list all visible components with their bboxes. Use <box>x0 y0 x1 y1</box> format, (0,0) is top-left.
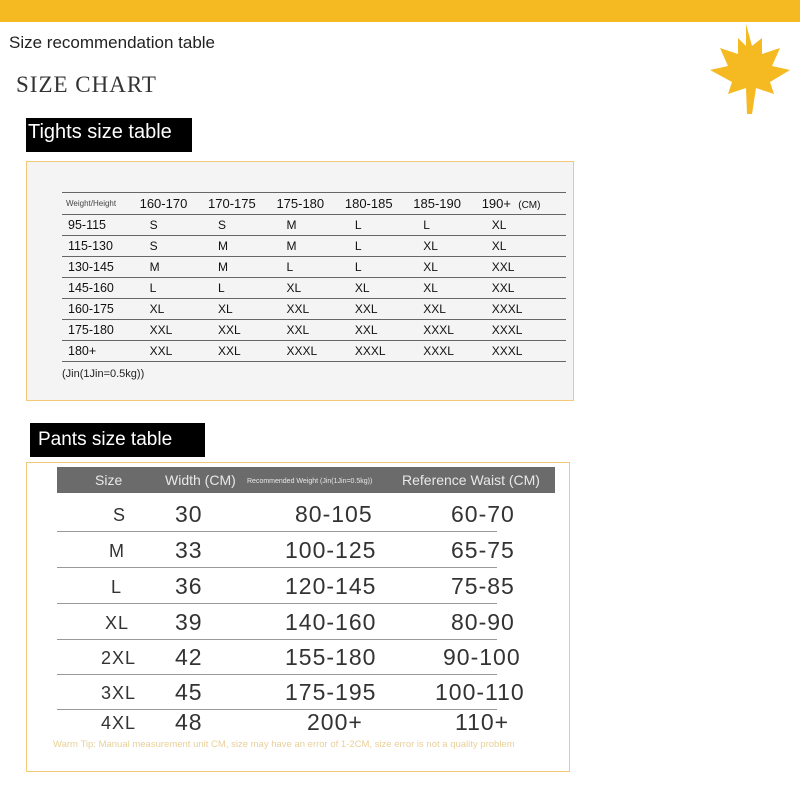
size-cell: XXXL <box>482 320 566 341</box>
height-header-label: 190+ <box>481 196 511 211</box>
size-cell: XXL <box>413 299 481 320</box>
table-row <box>62 299 566 320</box>
waist-cell: 60-70 <box>451 501 515 527</box>
size-cell: 3XL <box>101 683 137 703</box>
waist-cell: 65-75 <box>451 537 515 563</box>
table-row <box>57 705 527 737</box>
table-row <box>62 215 566 236</box>
weight-cell: 180+ <box>62 341 140 362</box>
tights-size-table-box <box>26 161 574 401</box>
size-cell: L <box>345 257 413 278</box>
tights-section-label: Tights size table <box>26 118 192 152</box>
size-chart-title: SIZE CHART <box>16 72 157 97</box>
size-cell: XXL <box>140 320 208 341</box>
width-cell: 30 <box>175 501 203 527</box>
waist-cell: 100-110 <box>435 679 525 705</box>
size-cell: XL <box>482 236 566 257</box>
size-cell: XXXL <box>276 341 344 362</box>
height-header: 160-170 <box>140 193 208 215</box>
weight-cell: 80-105 <box>295 501 373 527</box>
table-row <box>62 320 566 341</box>
width-cell: 36 <box>175 573 203 599</box>
size-cell: XL <box>482 215 566 236</box>
size-cell: XL <box>208 299 276 320</box>
size-cell: XL <box>140 299 208 320</box>
size-cell: XL <box>276 278 344 299</box>
weight-height-corner-label: Weight/Height <box>62 193 140 215</box>
size-cell: XXL <box>276 320 344 341</box>
width-cell: 39 <box>175 609 203 635</box>
size-cell: L <box>345 236 413 257</box>
width-cell: 48 <box>175 709 203 735</box>
warm-tip-note: Warm Tip: Manual measurement unit CM, size may have an error of 1-2CM, size error is not a quality problem <box>53 739 515 750</box>
size-cell: XXL <box>276 299 344 320</box>
weight-cell: 160-175 <box>62 299 140 320</box>
size-cell: XXXL <box>482 299 566 320</box>
size-cell: XXL <box>345 299 413 320</box>
height-header: 180-185 <box>345 193 413 215</box>
size-cell: XXXL <box>413 320 481 341</box>
waist-column-header: Reference Waist (CM) <box>402 472 540 488</box>
size-cell: L <box>208 278 276 299</box>
size-cell: XXXL <box>413 341 481 362</box>
size-cell: L <box>111 577 123 597</box>
size-cell: XXXL <box>345 341 413 362</box>
table-row <box>57 569 527 604</box>
waist-cell: 80-90 <box>451 609 515 635</box>
size-cell: S <box>140 215 208 236</box>
tights-size-table <box>62 192 566 362</box>
size-cell: M <box>109 541 125 561</box>
row-divider <box>57 603 497 604</box>
weight-column-header: Recommended Weight (Jin(1Jin=0.5kg)) <box>247 478 373 485</box>
table-row <box>62 278 566 299</box>
weight-cell: 100-125 <box>285 537 377 563</box>
waist-cell: 90-100 <box>443 644 521 670</box>
table-row <box>57 605 527 640</box>
size-cell: M <box>276 236 344 257</box>
size-cell: S <box>113 505 127 525</box>
size-cell: M <box>140 257 208 278</box>
top-accent-bar <box>0 0 800 22</box>
pants-size-table-box <box>26 462 570 772</box>
size-cell: XXXL <box>482 341 566 362</box>
width-cell: 45 <box>175 679 203 705</box>
size-cell: M <box>208 257 276 278</box>
unit-label: (CM) <box>518 200 541 211</box>
table-row <box>57 533 527 568</box>
weight-cell: 175-195 <box>285 679 377 705</box>
maple-leaf-icon <box>706 22 792 118</box>
height-header: 175-180 <box>276 193 344 215</box>
size-cell: XXL <box>140 341 208 362</box>
size-cell: XXL <box>208 341 276 362</box>
size-cell: L <box>345 215 413 236</box>
width-cell: 42 <box>175 644 203 670</box>
weight-cell: 200+ <box>307 709 363 735</box>
row-divider <box>57 567 497 568</box>
size-cell: S <box>140 236 208 257</box>
size-cell: XXL <box>482 278 566 299</box>
weight-cell: 95-115 <box>62 215 140 236</box>
table-row <box>57 497 527 532</box>
size-cell: 2XL <box>101 648 137 668</box>
size-cell: L <box>140 278 208 299</box>
weight-cell: 115-130 <box>62 236 140 257</box>
waist-cell: 110+ <box>455 709 510 735</box>
waist-cell: 75-85 <box>451 573 515 599</box>
height-header: 185-190 <box>413 193 481 215</box>
weight-cell: 120-145 <box>285 573 377 599</box>
size-cell: M <box>208 236 276 257</box>
weight-cell: 145-160 <box>62 278 140 299</box>
table-row <box>62 341 566 362</box>
row-divider <box>57 531 497 532</box>
size-cell: XL <box>413 236 481 257</box>
size-cell: XL <box>105 613 130 633</box>
size-column-header: Size <box>95 472 123 488</box>
weight-cell: 155-180 <box>285 644 377 670</box>
size-cell: XXL <box>482 257 566 278</box>
jin-conversion-note: (Jin(1Jin=0.5kg)) <box>62 368 145 380</box>
size-cell: XXL <box>208 320 276 341</box>
width-column-header: Width (CM) <box>165 472 236 488</box>
size-cell: L <box>413 215 481 236</box>
size-cell: 4XL <box>101 713 137 733</box>
size-cell: XXL <box>345 320 413 341</box>
pants-section-label: Pants size table <box>30 423 205 457</box>
intro-text: Size recommendation table <box>9 33 216 52</box>
table-row <box>57 640 527 675</box>
width-cell: 33 <box>175 537 203 563</box>
pants-header-row <box>57 467 555 493</box>
weight-cell: 175-180 <box>62 320 140 341</box>
height-header <box>482 193 566 215</box>
table-row <box>62 236 566 257</box>
size-cell: XL <box>413 257 481 278</box>
size-cell: XL <box>413 278 481 299</box>
size-cell: M <box>276 215 344 236</box>
weight-cell: 130-145 <box>62 257 140 278</box>
height-header: 170-175 <box>208 193 276 215</box>
weight-cell: 140-160 <box>285 609 377 635</box>
size-cell: XL <box>345 278 413 299</box>
size-cell: L <box>276 257 344 278</box>
size-cell: S <box>208 215 276 236</box>
table-row <box>62 257 566 278</box>
tights-header-row <box>62 193 566 215</box>
